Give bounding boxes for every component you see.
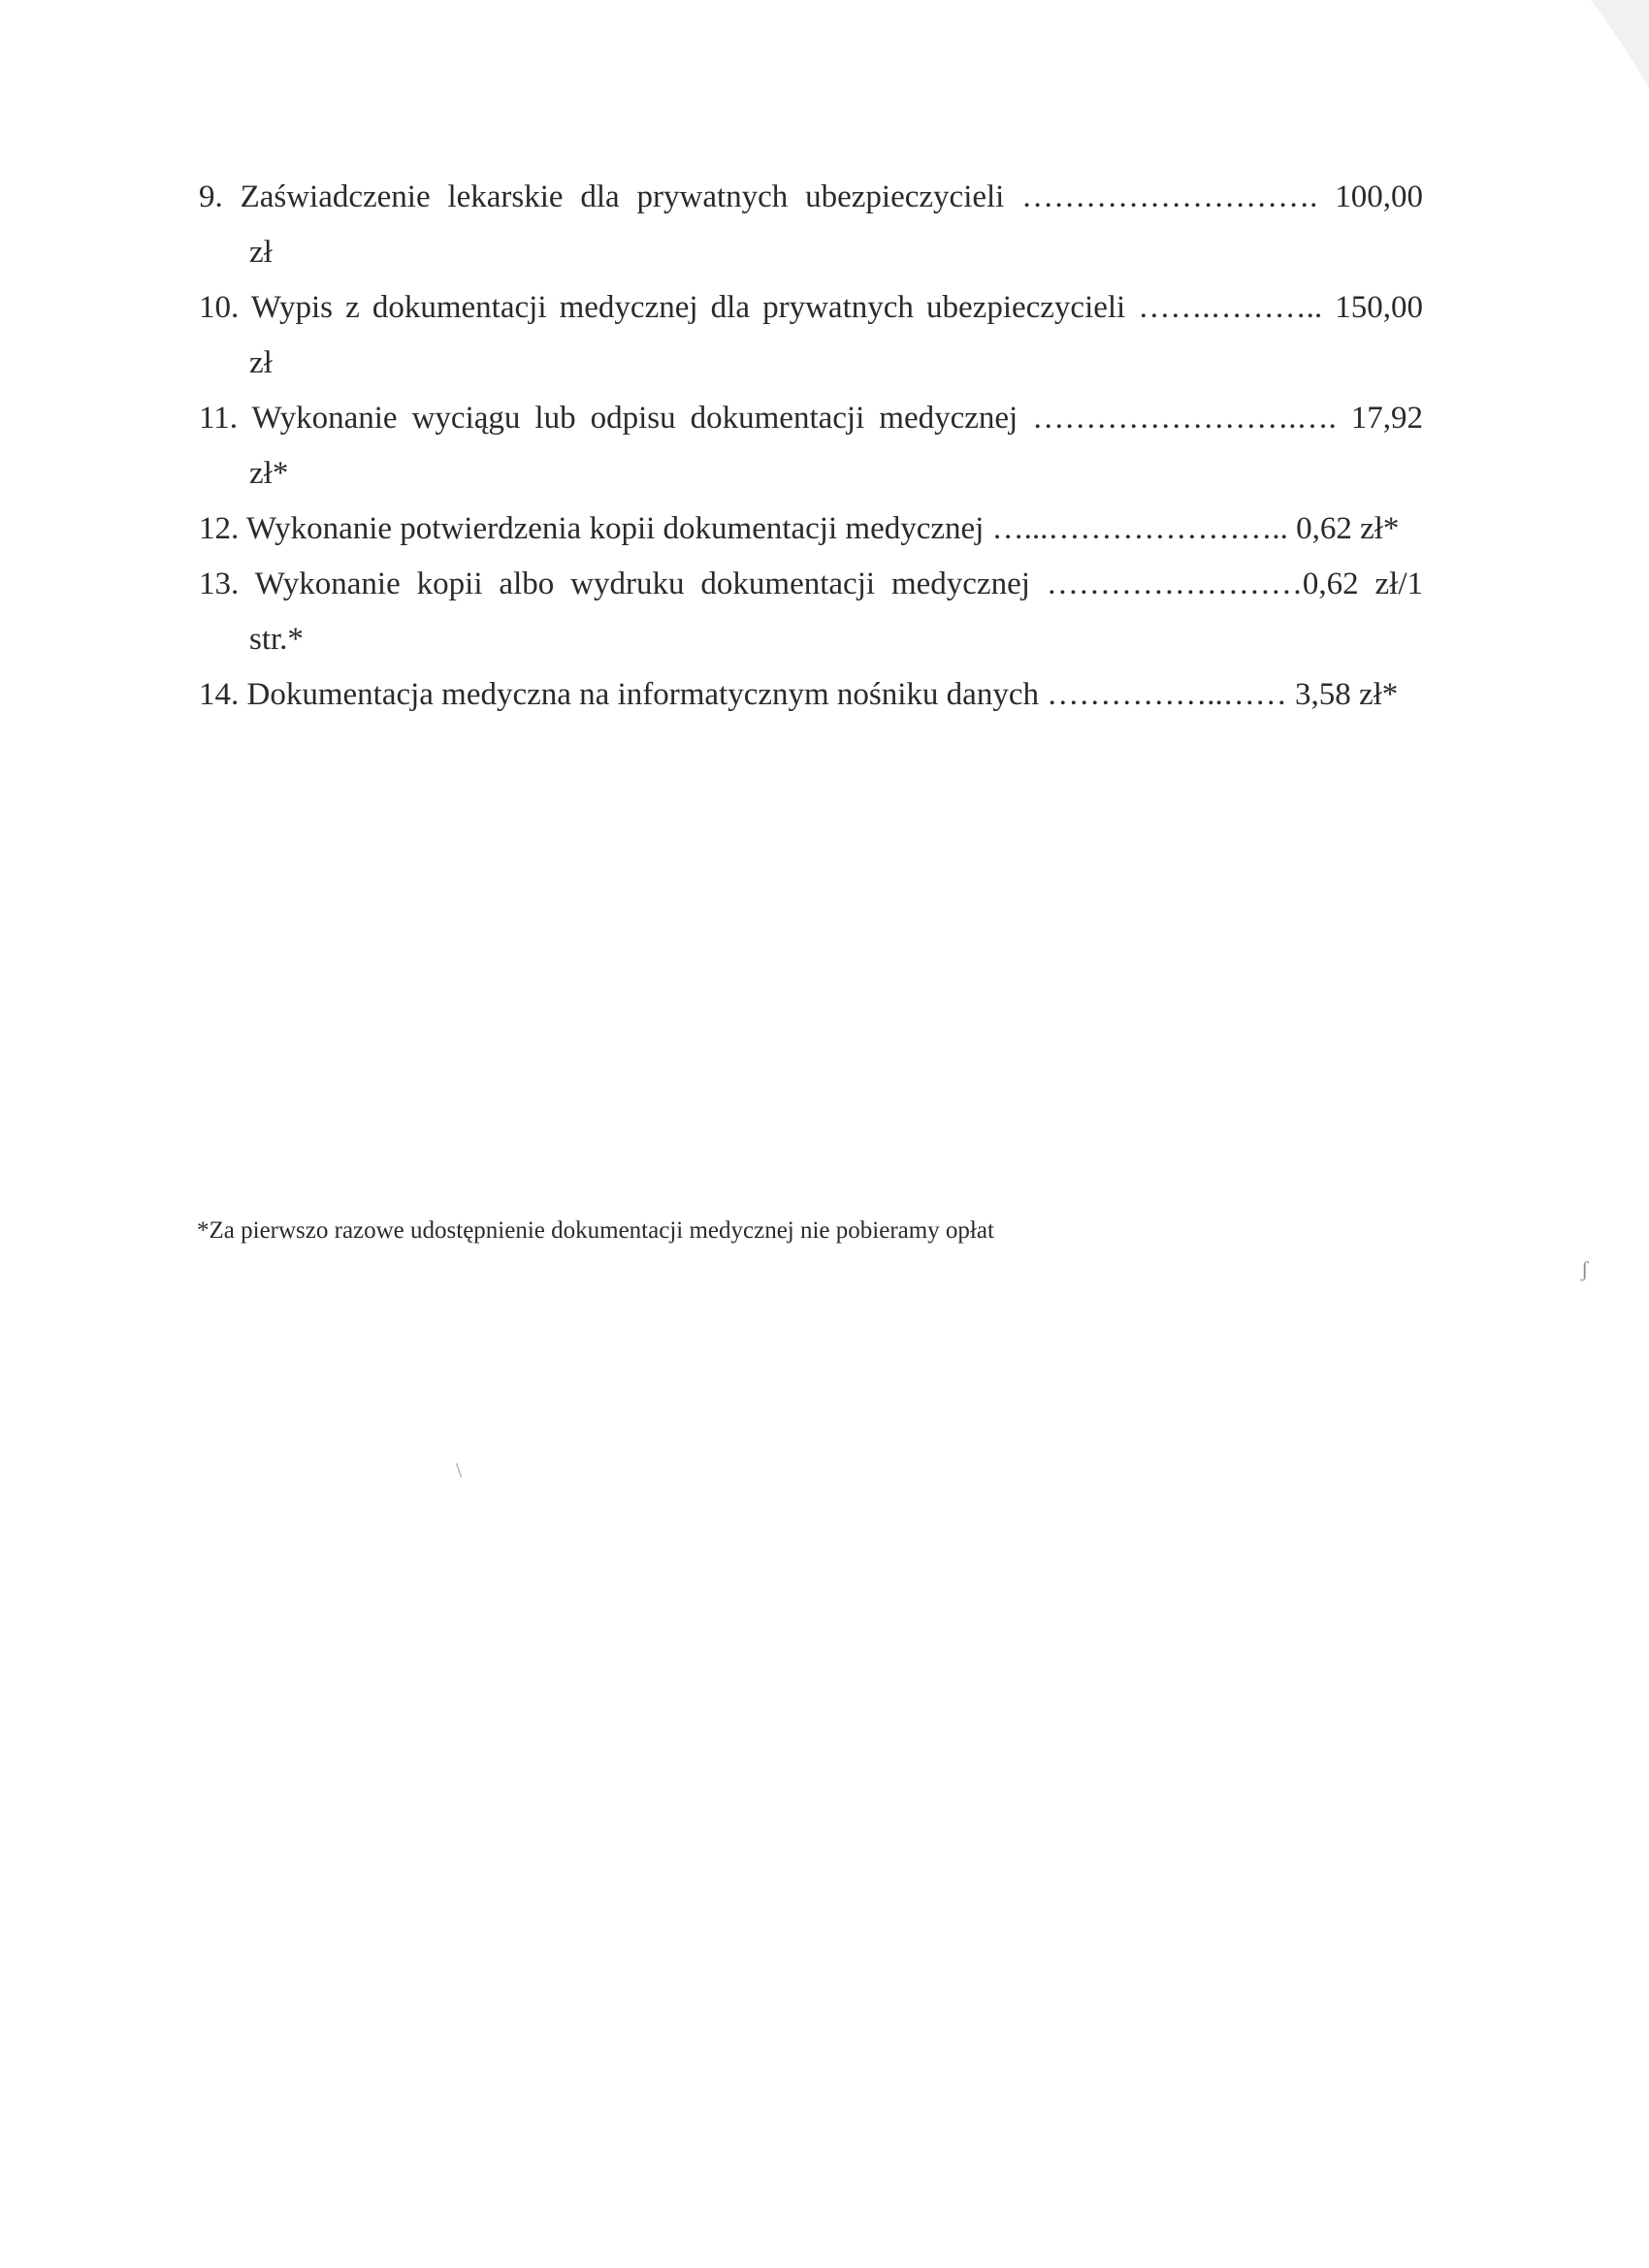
scan-mark: \ xyxy=(456,1458,463,1482)
fee-list xyxy=(199,170,1431,723)
footnote: *Za pierwszo razowe udostępnienie dokumentacji medycznej nie pobieramy opłat xyxy=(197,1217,994,1244)
page-corner-fold xyxy=(1581,0,1649,87)
fee-item-10-unit: zł xyxy=(249,345,273,380)
fee-item-13: 13. Wykonanie kopii albo wydruku dokumentacji medycznej ……………………0,62 zł/1 xyxy=(199,567,1423,601)
fee-item-11: 11. Wykonanie wyciągu lub odpisu dokumentacji medycznej …………………….…. 17,92 xyxy=(199,401,1423,436)
fee-item-12: 12. Wykonanie potwierdzenia kopii dokumentacji medycznej …...………………….. 0,62 zł* xyxy=(199,511,1400,546)
scan-mark: ʃ xyxy=(1581,1257,1589,1281)
fee-item-14: 14. Dokumentacja medyczna na informatycznym nośniku danych ……………..…… 3,58 zł* xyxy=(199,677,1399,712)
fee-item-9: 9. Zaświadczenie lekarskie dla prywatnych ubezpieczycieli ………………………. 100,00 xyxy=(199,179,1423,214)
fee-item-11-unit: zł* xyxy=(249,456,289,491)
fee-item-9-unit: zł xyxy=(249,235,273,270)
fee-item-13-unit: str.* xyxy=(249,622,304,657)
fee-item-10: 10. Wypis z dokumentacji medycznej dla prywatnych ubezpieczycieli …….……….. 150,00 xyxy=(199,290,1423,325)
